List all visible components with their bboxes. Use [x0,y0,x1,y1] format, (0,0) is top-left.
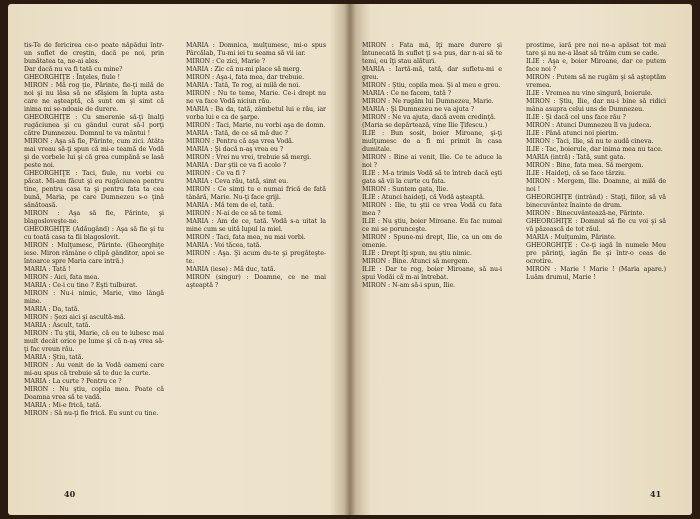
dialogue-line: MIRON : Bine ai venit, Ilie. Ce te aduce la noi ? [362,154,502,169]
dialogue-line: MIRON : Putem să ne rugăm şi să aşteptăm vremea. [526,74,666,89]
dialogue-line: MIRON : Mulţumesc, Părinte. (Gheorghiţe iese. Miron rămâne o clipă gânditor, apoi se întoarce spre Maria care intră.) [24,242,164,265]
dialogue-line: ILIE : Şi dacă cel uns face rău ? [526,114,626,121]
dialogue-line: MIRON : N-ai de ce să te temi. [186,210,283,217]
page-number-left: 40 [64,489,76,499]
dialogue-line: MIRON : Aşa-i, fata mea, dar trebuie. [186,74,305,81]
dialogue-line: MARIA : Iartă-mă, tată, dar sufletu-mi e greu. [362,66,502,81]
page-number-right: 41 [650,489,662,499]
dialogue-line: MIRON : Ce simţi tu e numai frică de fată tânără, Marie. Nu-ţi face griji. [186,186,326,201]
dialogue-line: ILIE : Vremea nu vine singură, boierule. [526,90,653,97]
dialogue-line: MIRON : Au venit de la Vodă oameni care mi-au spus că trebuie să te duc la curte. [24,362,164,377]
dialogue-line: MIRON : Binecuvântează-ne, Părinte. [526,210,645,217]
dialogue-line: MARIA : Mă tem de el, tată. [186,202,275,209]
dialogue-line: ILIE : Aşa e, boier Miroane, dar ce putem face noi ? [526,58,666,73]
dialogue-line: MARIA : Tată, Te rog, ai milă de noi. [186,82,301,89]
dialogue-line: ILIE : Atunci haideţi, că Vodă aşteaptă. [362,194,485,201]
dialogue-line: MARIA : La curte ? Pentru ce ? [24,378,122,385]
dialogue-line: MARIA : Mulţumim, Părinte. [526,234,616,241]
dialogue-line: MIRON : Vrei nu vrei, trebuie să mergi. [186,154,312,161]
dialogue-line: MARIA : Şi dacă n-aş vrea eu ? [186,146,284,153]
dialogue-line: MIRON : Mergem, Ilie. Doamne, ai milă de noi ! [526,178,666,193]
dialogue-line: MARIA : Tată ! [24,266,71,273]
dialogue-line: MIRON : Ştiu, Ilie, dar nu-i bine să ridici mâna asupra celui uns de Dumnezeu. [526,98,666,113]
dialogue-line: (Maria se depărtează, vine Ilie Ţifescu.) [362,122,488,129]
dialogue-line: GHEORGHIŢE (intrând) : Staţi, fiilor, să vă binecuvântez înainte de drum. [526,194,666,209]
dialogue-line: GHEORGHIŢE : Cu smerenie să-ţi înalţi rugăciunea şi cu gândul curat să-l porţi către Dumnezeu. Domnul te va mântui ! [24,114,164,137]
dialogue-line: MIRON : Aşa. Şi acum du-te şi pregăteşte-te. [186,250,326,265]
dialogue-line: MARIA (intră) : Tată, sunt gata. [526,154,626,161]
dialogue-line: MARIA : Ce ne facem, tată ? [362,90,452,97]
dialogue-line: MIRON : N-am să-i spun, Ilie. [362,282,456,289]
dialogue-line: MARIA (iese) : Mă duc, tată. [186,266,276,273]
dialogue-line: ILIE : Bun sosit, boier Miroane, şi-ţi mulţumesc de a fi mi primit în casa dumitale. [362,130,502,153]
book-gutter [344,4,356,515]
dialogue-line: GHEORGHIŢE : Domnul să fie cu voi şi să vă păzească de tot răul. [526,218,666,233]
dialogue-line: MIRON : Ce va fi ? [186,170,246,177]
dialogue-line: MIRON : Bine. Atunci să mergem. [362,258,470,265]
dialogue-line: ILIE : Dar te rog, boier Miroane, să nu-i spui Vodăi că m-ai întrebat. [362,266,502,281]
dialogue-line: MIRON (singur) : Doamne, ce ne mai aşteaptă ? [186,274,326,289]
dialogue-line: MIRON : Suntem gata, Ilie. [362,186,449,193]
dialogue-line: MARIA : Da, tată. [24,306,80,313]
book-spread [8,4,692,515]
dialogue-line: MIRON : Taci, fata mea, nu mai vorbi. [186,234,306,241]
dialogue-line: MIRON : Nu ştiu, copila mea. Poate că Doamna vrea să te vadă. [24,386,164,401]
dialogue-line: MARIA : Voi tăcea, tată. [186,242,262,249]
dialogue-line: MIRON : Să nu-ţi fie frică. Eu sunt cu tine. [24,410,159,417]
dialogue-line: MIRON : Aşa să fie, Părinte, cum zici. Atâta mai vreau să-ţi spun că mi-e teamă de Vodă şi de vorbele lui şi că grea cumpănă se lasă peste noi. [24,138,164,169]
dialogue-line: MIRON : Nu te teme, Marie. Ce-i drept nu ne va face Vodă niciun rău. [186,90,326,105]
dialogue-line: MARIA : Şi Dumnezeu ne va ajuta ? [362,106,475,113]
dialogue-line: prostime, iară pre noi ne-a apăsat tot mai tare şi nu ne-a lăsat să trăim cum se cade. [526,42,666,57]
dialogue-line: MIRON : Taci, Marie, nu vorbi aşa de domn. [186,122,326,129]
dialogue-line: MARIA : Ştiu, tată. [24,354,84,361]
dialogue-line: MARIA : Ce-i cu tine ? Eşti tulburat. [24,282,138,289]
right-column-1 [362,42,502,482]
dialogue-line: GHEORGHIŢE (Adăugând) : Aşa să fie şi tu cu toată casa ta fii blagoslovit. [24,226,164,241]
dialogue-line: MIRON : Tu ştii, Marie, că eu te iubesc mai mult decât orice pe lume şi că n-aş vrea să-ţi fac vreun rău. [24,330,164,353]
dialogue-line: MIRON : Ne rugăm lui Dumnezeu, Marie. [362,98,494,105]
dialogue-line: MARIA : Am de ce, tată. Vodă s-a uitat la mine cum se uită lupul la miel. [186,218,326,233]
dialogue-line: ILIE : Tac, boierule, dar inima mea nu tace. [526,146,663,153]
dialogue-line: tis-Te de fericirea ce-o poate năpădui într-un suflet de creştin, dacă pe noi, prin bunătatea ta, ne-ai ales. [24,42,164,65]
dialogue-line: MARIA : Dar ştii ce va fi acolo ? [186,162,287,169]
right-column-2 [526,42,666,482]
dialogue-line: MARIA : Ceva rău, tată, simt eu. [186,178,289,185]
dialogue-line: ILIE : Drept îţi spun, nu ştiu nimic. [362,250,472,257]
dialogue-line: MIRON : Taci, Ilie, să nu te audă cineva. [526,138,654,145]
dialogue-line: MARIA : Domnica, mulţumesc, mi-o spus Pârcălab, Tu-mi iei tu seama să vii iar. [186,42,326,57]
dialogue-line: MARIA : Ba da, tată, zâmbetul lui e rău, iar vorba lui e ca de şarpe. [186,106,326,121]
dialogue-line: MIRON : Ştiu, copila mea. Şi al meu e greu. [362,82,501,89]
dialogue-line: GHEORGHIŢE : Înţeles, fiule ! [24,74,120,81]
dialogue-line: GHEORGHIŢE : Taci, fiule, nu vorbi cu păcat. Mi-am făcut şi eu rugăciunea pentru tine, pentru casa ta şi pentru fata ta cea bună, Maria, pe care Dumnezeu s-o ţină sănătoasă. [24,170,164,209]
dialogue-line: MARIA : Zic că nu-mi place să merg. [186,66,302,73]
dialogue-line: MARIA : Mi-e frică, tată. [24,402,102,409]
dialogue-line: MIRON : Bine, fata mea. Să mergem. [526,162,644,169]
dialogue-line: ILIE : M-a trimis Vodă să te întreb dacă eşti gata să vii la curte cu fata. [362,170,502,185]
left-column-1 [24,42,164,482]
dialogue-line: ILIE : Haideţi, că se face târziu. [526,170,627,177]
dialogue-line: MIRON : Pentru că aşa vrea Vodă. [186,138,294,145]
dialogue-line: MIRON : Ne va ajuta, dacă avem credinţă. [362,114,496,121]
dialogue-line: MIRON : Ce zici, Marie ? [186,58,266,65]
dialogue-line: MARIA : Ascult, tată. [24,322,91,329]
dialogue-line: MIRON : Spune-mi drept, Ilie, ca un om de omenie. [362,234,502,249]
dialogue-line: Dar dacă nu va fi tată cu mine? [24,66,123,73]
dialogue-line: MARIA : Tată, de ce să mă duc ? [186,130,288,137]
dialogue-line: MIRON : Fata mă, îţi mare durere şi întunecată în suflet ţi s-a pus, dar n-ai să te temi, eu îţi stau alături. [362,42,502,65]
dialogue-line: MIRON : Ilie, tu ştii ce vrea Vodă cu fata mea ? [362,202,502,217]
dialogue-line: MIRON : Şezi aici şi ascultă-mă. [24,314,126,321]
dialogue-line: GHEORGHIŢE : Ce-ţi iagă în numele Meu pre părinţi, iagăn fie şi într-o ceas de ocrotire. [526,242,666,265]
dialogue-line: MIRON : Marie ! Marie ! (Maria apare.) Luăm drumul, Marie ! [526,266,666,281]
dialogue-line: MIRON : Mă rog ţie, Părinte, fie-ţi milă de noi şi nu lăsa să ne sfâşiem în lupta asta care ne aşteaptă, că sunt om şi simt că inima mi se-ndoaie de durere. [24,82,164,113]
dialogue-line: MIRON : Aşa să fie, Părinte, şi blagosloveşte-ne. [24,210,164,225]
left-column-2 [186,42,326,482]
dialogue-line: ILIE : Nu ştiu, boier Miroane. Eu fac numai ce mi se porunceşte. [362,218,502,233]
dialogue-line: MIRON : Nu-i nimic, Marie, vino lângă mine. [24,290,164,305]
dialogue-line: ILIE : Până atunci noi pierim. [526,130,619,137]
dialogue-line: MIRON : Aici, fata mea. [24,274,100,281]
left-page [8,4,350,515]
dialogue-line: MIRON : Atunci Dumnezeu îl va judeca. [526,122,652,129]
right-page [350,4,692,515]
